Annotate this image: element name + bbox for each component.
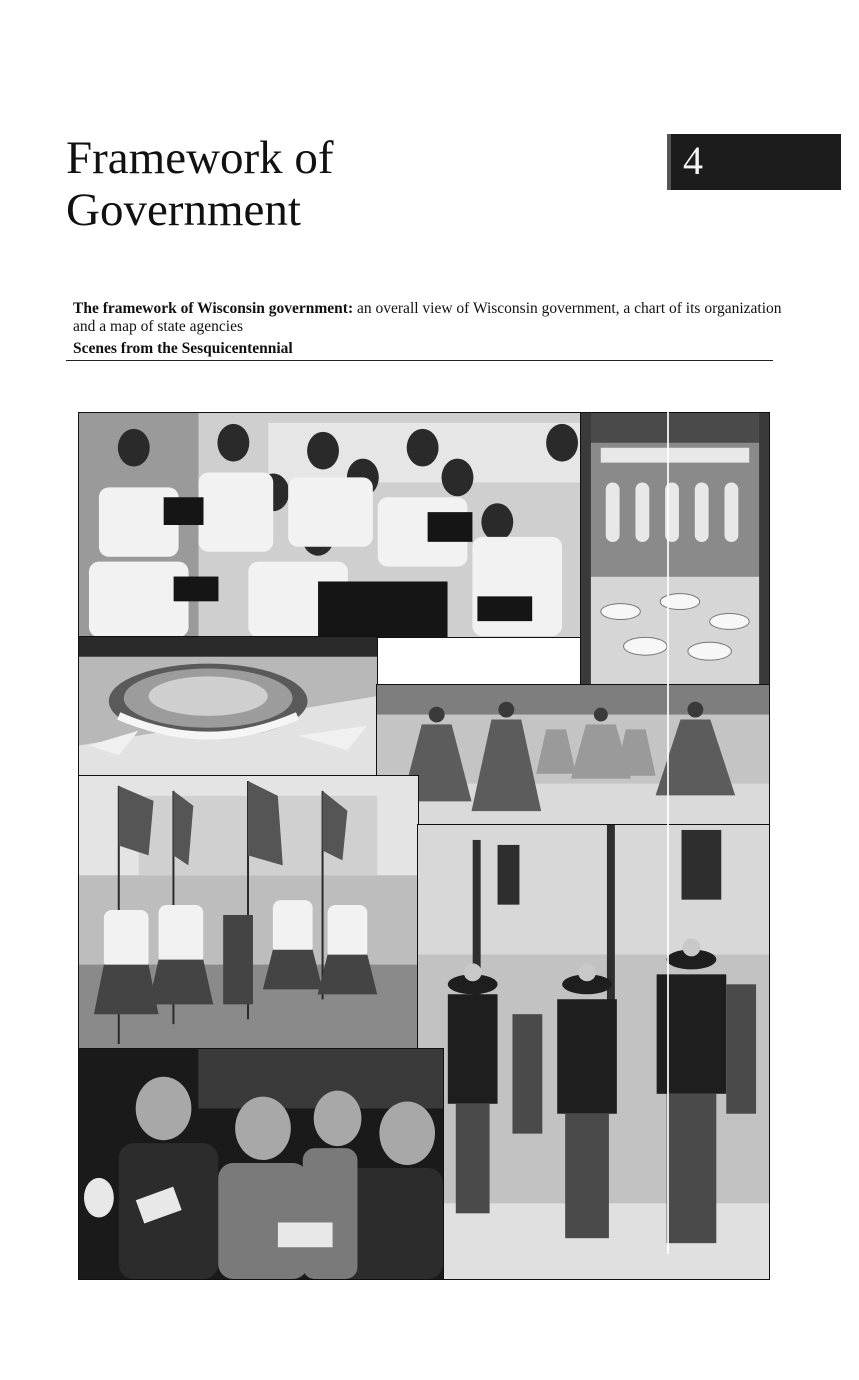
scan-artifact-line (667, 412, 669, 1254)
heading-rule (66, 360, 773, 361)
intro-paragraph (73, 300, 783, 336)
section-heading: Scenes from the Sesquicentennial (73, 340, 293, 357)
intro-lead: The framework of Wisconsin government: (73, 299, 354, 317)
grand-hall-interior-photo (580, 412, 770, 685)
period-dress-procession-photo (376, 684, 770, 825)
choir-singers-photo (78, 412, 581, 638)
page-title (66, 132, 334, 236)
applauding-officials-photo (78, 1048, 444, 1280)
state-seal-floor-photo (78, 636, 378, 777)
chapter-number: 4 (683, 138, 703, 183)
chapter-number-badge (667, 134, 841, 190)
civil-war-reenactors-photo (417, 824, 770, 1280)
flag-bearers-photo (78, 775, 419, 1049)
intro-text: an overall view of Wisconsin government, a chart of its organization and a map of state agencies (73, 299, 782, 335)
title-line-2: Government (66, 184, 301, 236)
title-line-1: Framework of (66, 132, 334, 184)
